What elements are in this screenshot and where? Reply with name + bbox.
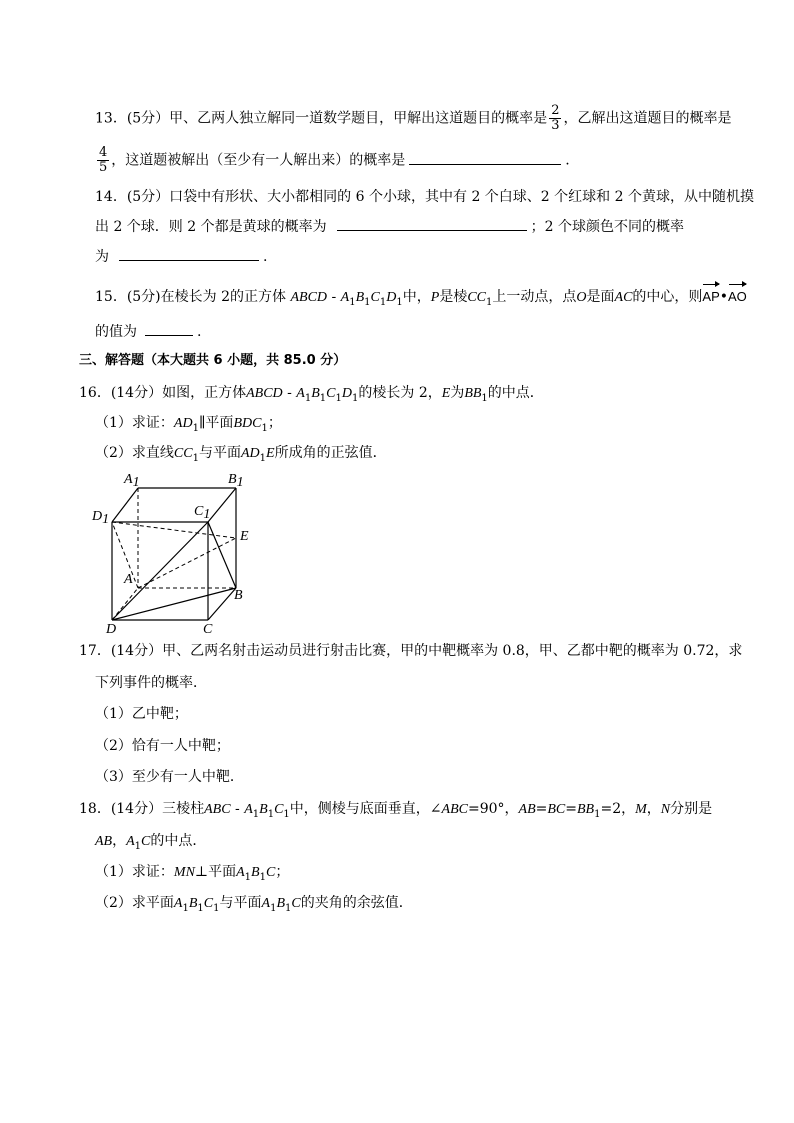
segment-dc1 bbox=[112, 522, 208, 620]
label-c: C bbox=[203, 622, 213, 637]
q16-sub1: （1）求证：$AD_1\parallel$平面$BDC_1$； bbox=[95, 415, 282, 434]
label-b1: B1 bbox=[228, 472, 244, 490]
q17-line1: 17．(14分）甲、乙两名射击运动员进行射击比赛，甲的中靶概率为 0.8，甲、乙都中靶的概率为 0.72，求 bbox=[79, 643, 743, 659]
answer-blank[interactable] bbox=[119, 246, 259, 261]
fraction-4-5: $\frac{4}{5}$ bbox=[99, 145, 108, 175]
label-e: E bbox=[240, 529, 249, 544]
section-heading: 三、解答题（本大题共 6 小题，共 85.0 分） bbox=[79, 353, 347, 368]
edge-cb bbox=[208, 588, 236, 620]
answer-blank[interactable] bbox=[145, 321, 193, 336]
q16-sub2: （2）求直线$CC_1$与平面$AD_1E$所成角的正弦值． bbox=[95, 445, 387, 464]
q17-line2: 下列事件的概率． bbox=[95, 675, 207, 691]
q13-line2: $\frac{4}{5}$ ，这道题被解出（至少有一人解出来）的概率是 . bbox=[99, 145, 570, 175]
q15-line2: 的值为 . bbox=[95, 321, 201, 342]
fraction-2-3: $\frac{2}{3}$ bbox=[551, 103, 560, 133]
answer-blank[interactable] bbox=[337, 216, 527, 231]
segment-d1e-hidden bbox=[112, 522, 236, 538]
q17-sub1: （1）乙中靶； bbox=[95, 706, 188, 722]
label-d: D bbox=[106, 622, 117, 637]
cube-figure bbox=[88, 470, 268, 638]
q18-sub1: （1）求证：MN⊥平面$A_1B_1C$； bbox=[95, 864, 290, 883]
edge-d1a1 bbox=[112, 488, 138, 522]
q14-line3: 为 . bbox=[95, 246, 267, 267]
label-d1: D1 bbox=[92, 509, 110, 527]
q14-line1: 14．(5分）口袋中有形状、大小都相同的 6 个小球，其中有 2 个白球、2 个红球和 2 个黄球，从中随机摸 bbox=[95, 189, 754, 205]
q17-sub2: （2）恰有一人中靶； bbox=[95, 738, 230, 754]
label-a1: A1 bbox=[124, 472, 140, 490]
segment-c1b bbox=[208, 522, 236, 588]
q13-text: 13．(5分）甲、乙两人独立解同一道数学题目，甲解出这道题目的概率是 bbox=[95, 110, 548, 127]
q13-line1: 13．(5分）甲、乙两人独立解同一道数学题目，甲解出这道题目的概率是 $\frac{2}{3}$ ，乙解出这道题目的概率是 bbox=[95, 103, 732, 133]
q18-line1: 18．(14分）三棱柱ABC - $A_1B_1C_1$中，侧棱与底面垂直，∠ABC=90°，$AB=BC=BB_1=2$，M，N分别是 bbox=[79, 801, 713, 820]
vector-ap: AP bbox=[702, 287, 719, 307]
q16-line1: 16．(14分）如图，正方体ABCD - $A_1B_1C_1D_1$的棱长为 2，E为$BB_1$的中点． bbox=[79, 385, 544, 404]
q18-sub2: （2）求平面$A_1B_1C_1$与平面$A_1B_1C$的夹角的余弦值． bbox=[95, 895, 413, 914]
vector-ao: AO bbox=[728, 287, 747, 307]
answer-blank[interactable] bbox=[409, 150, 561, 165]
label-a: A bbox=[124, 572, 133, 587]
segment-db bbox=[112, 588, 236, 620]
label-c1: C1 bbox=[194, 504, 211, 522]
segment-ae-hidden bbox=[138, 538, 236, 588]
q15-line1: 15．(5分)在棱长为 2的正方体 ABCD - $A_1B_1C_1D_1$中，P是棱$CC_1$上一动点，点O是面AC的中心，则AP•AO bbox=[95, 289, 747, 308]
label-b: B bbox=[234, 588, 243, 603]
edge-c1b1 bbox=[208, 488, 236, 522]
q18-line2: AB，$A_1C$的中点． bbox=[95, 833, 207, 852]
q14-line2: 出 2 个球．则 2 个都是黄球的概率为 ；2 个球颜色不同的概率 bbox=[95, 216, 684, 237]
q17-sub3: （3）至少有一人中靶． bbox=[95, 769, 244, 785]
